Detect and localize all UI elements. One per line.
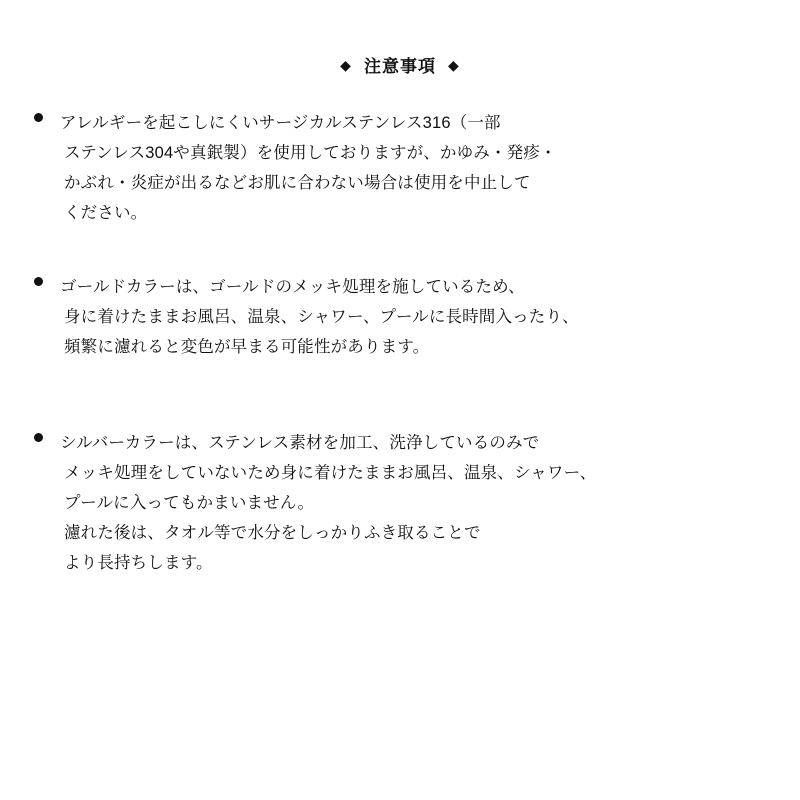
note-line: 身に着けたままお風呂、温泉、シャワー、プールに長時間入ったり、	[64, 308, 579, 326]
list-item	[34, 272, 774, 362]
list-item	[34, 108, 774, 228]
page-title-text: 注意事項	[363, 57, 437, 76]
note-line: アレルギーを起こしにくいサージカルステンレス316（一部	[60, 114, 501, 132]
note-line: かぶれ・炎症が出るなどお肌に合わない場合は使用を中止して	[64, 174, 531, 192]
note-line: 頻繁に濾れると変色が早まる可能性があります。	[64, 338, 430, 356]
note-text	[60, 272, 774, 362]
note-line: ステンレス304や真鈱製）を使用しておりますが、かゆみ・発疹・	[64, 144, 557, 162]
note-line: 濾れた後は、タオル等で水分をしっかりふき取ることで	[64, 524, 481, 542]
notes-list	[34, 108, 774, 578]
note-text	[60, 428, 774, 578]
diamond-icon-right: ◆	[448, 57, 460, 73]
note-text	[60, 108, 774, 228]
note-line: ゴールドカラーは、ゴールドのメッキ処理を施しているため、	[60, 278, 525, 296]
note-line: メッキ処理をしていないため身に着けたままお風呂、温泉、シャワー、	[64, 464, 597, 482]
bullet-icon	[34, 277, 43, 286]
page-title	[0, 52, 800, 77]
bullet-icon	[34, 433, 43, 442]
note-line: プールに入ってもかまいません。	[64, 494, 315, 512]
list-item	[34, 428, 774, 578]
bullet-icon	[34, 113, 43, 122]
note-line: シルバーカラーは、ステンレス素材を加工、洗浄しているのみで	[60, 434, 540, 452]
note-line: より長持ちします。	[64, 554, 213, 572]
note-line: ください。	[64, 204, 148, 222]
diamond-icon-left: ◆	[340, 57, 352, 73]
